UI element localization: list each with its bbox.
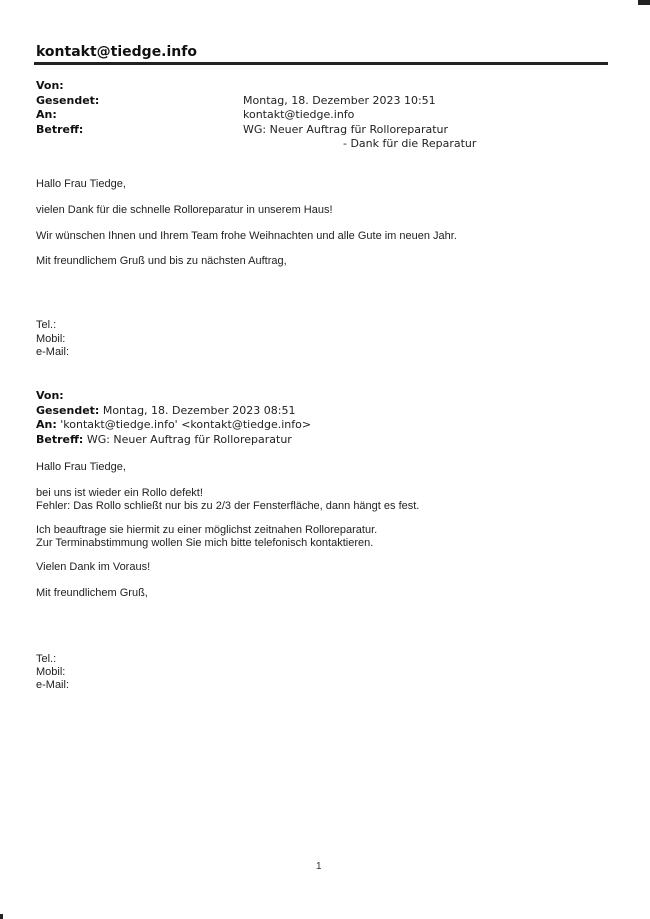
quoted-betreff — [36, 433, 292, 446]
quoted-line-error: Fehler: Das Rollo schließt nur bis zu 2/3 der Fensterfläche, dann hängt es fest. — [36, 500, 420, 512]
quoted-betreff-value: WG: Neuer Auftrag für Rolloreparatur — [86, 433, 292, 446]
quoted-an-label: An: — [36, 418, 57, 431]
header-gesendet-label: Gesendet: — [36, 94, 100, 107]
quoted-an-value: 'kontakt@tiedge.info' <kontakt@tiedge.info> — [60, 418, 312, 431]
header-von-label: Von: — [36, 79, 64, 92]
header-gesendet-value: Montag, 18. Dezember 2023 10:51 — [243, 94, 436, 107]
reply-line-wishes: Wir wünschen Ihnen und Ihrem Team frohe Weihnachten und alle Gute im neuen Jahr. — [36, 230, 457, 242]
reply-greeting: Hallo Frau Tiedge, — [36, 178, 126, 190]
quoted-signature-email: e-Mail: — [36, 679, 70, 691]
quoted-betreff-label: Betreff: — [36, 433, 84, 446]
quoted-gesendet-value: Montag, 18. Dezember 2023 08:51 — [102, 404, 296, 417]
reply-line-closing: Mit freundlichem Gruß und bis zu nächsten Auftrag, — [36, 255, 287, 267]
quoted-line-appointment: Zur Terminabstimmung wollen Sie mich bitte telefonisch kontaktieren. — [36, 537, 374, 549]
document-title: kontakt@tiedge.info — [36, 44, 197, 60]
header-an-label: An: — [36, 108, 57, 121]
scan-edge-mark-bottom — [0, 914, 3, 919]
quoted-von — [36, 389, 64, 402]
quoted-greeting: Hallo Frau Tiedge, — [36, 461, 126, 473]
header-an-value: kontakt@tiedge.info — [243, 108, 355, 121]
quoted-line-defect: bei uns ist wieder ein Rollo defekt! — [36, 487, 203, 499]
title-divider — [34, 62, 608, 65]
quoted-gesendet-label: Gesendet: — [36, 404, 100, 417]
page-number: 1 — [316, 861, 322, 872]
header-betreff-value-line2: - Dank für die Reparatur — [343, 137, 477, 150]
quoted-line-thanks: Vielen Dank im Voraus! — [36, 561, 151, 573]
quoted-line-closing: Mit freundlichem Gruß, — [36, 587, 148, 599]
quoted-signature-mobil: Mobil: — [36, 666, 66, 678]
quoted-line-request: Ich beauftrage sie hiermit zu einer möglichst zeitnahen Rolloreparatur. — [36, 524, 378, 536]
header-betreff-value-line1: WG: Neuer Auftrag für Rolloreparatur — [243, 123, 449, 136]
scan-edge-mark-top — [638, 0, 650, 5]
quoted-signature-tel: Tel.: — [36, 653, 57, 665]
reply-signature-tel: Tel.: — [36, 319, 57, 331]
quoted-an — [36, 418, 311, 431]
quoted-gesendet — [36, 404, 296, 417]
quoted-von-label: Von: — [36, 389, 64, 402]
reply-line-thanks: vielen Dank für die schnelle Rolloreparatur in unserem Haus! — [36, 204, 333, 216]
header-betreff-label: Betreff: — [36, 123, 84, 136]
reply-signature-mobil: Mobil: — [36, 333, 66, 345]
reply-signature-email: e-Mail: — [36, 346, 70, 358]
